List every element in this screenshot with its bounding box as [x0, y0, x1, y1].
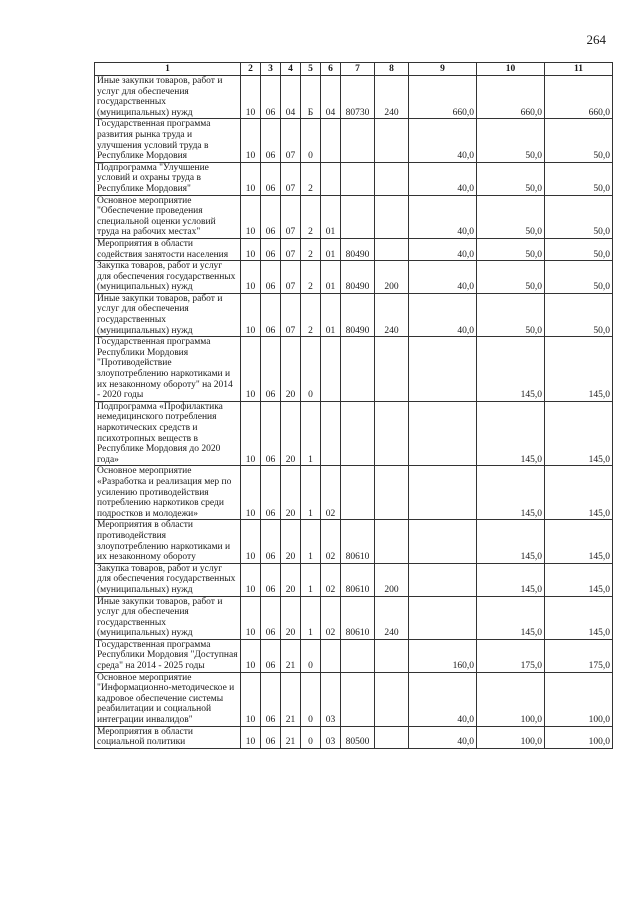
- header-cell: 1: [95, 63, 241, 76]
- cell-subprogram: 1: [301, 596, 321, 639]
- cell-amount-1: [409, 401, 477, 466]
- cell-amount-1: 160,0: [409, 639, 477, 672]
- cell-direction: [341, 195, 375, 238]
- table-row: [95, 261, 613, 294]
- cell-pr: 06: [261, 596, 281, 639]
- header-cell: 10: [477, 63, 545, 76]
- table-row: [95, 639, 613, 672]
- cell-expense-type: [375, 238, 409, 260]
- cell-pr: 06: [261, 401, 281, 466]
- cell-rz: 10: [241, 238, 261, 260]
- cell-amount-1: 40,0: [409, 162, 477, 195]
- cell-rz: 10: [241, 261, 261, 294]
- header-cell: 9: [409, 63, 477, 76]
- cell-direction: 80490: [341, 261, 375, 294]
- cell-amount-3: 145,0: [545, 596, 613, 639]
- row-name-cell: Закупка товаров, работ и услуг для обеспечения государственных (муниципальных) нужд: [95, 261, 241, 294]
- cell-expense-type: 240: [375, 596, 409, 639]
- cell-direction: [341, 466, 375, 520]
- cell-amount-1: 40,0: [409, 672, 477, 726]
- cell-measure: [321, 162, 341, 195]
- row-name-cell: Закупка товаров, работ и услуг для обеспечения государственных (муниципальных) нужд: [95, 563, 241, 596]
- table-row: [95, 563, 613, 596]
- row-name-cell: Государственная программа Республики Мордовия "Доступная среда" на 2014 - 2025 годы: [95, 639, 241, 672]
- table-row: [95, 238, 613, 260]
- cell-amount-1: 40,0: [409, 261, 477, 294]
- cell-subprogram: 0: [301, 337, 321, 402]
- table-body: [95, 76, 613, 749]
- cell-expense-type: [375, 195, 409, 238]
- cell-measure: [321, 119, 341, 162]
- cell-rz: 10: [241, 401, 261, 466]
- cell-program: 20: [281, 563, 301, 596]
- cell-subprogram: Б: [301, 76, 321, 119]
- cell-expense-type: 240: [375, 76, 409, 119]
- cell-pr: 06: [261, 563, 281, 596]
- table-row: [95, 672, 613, 726]
- cell-program: 20: [281, 596, 301, 639]
- cell-amount-3: 50,0: [545, 293, 613, 336]
- cell-amount-2: 50,0: [477, 195, 545, 238]
- header-cell: 2: [241, 63, 261, 76]
- cell-direction: [341, 162, 375, 195]
- cell-pr: 06: [261, 337, 281, 402]
- cell-pr: 06: [261, 76, 281, 119]
- cell-amount-2: 145,0: [477, 563, 545, 596]
- row-name-cell: Иные закупки товаров, работ и услуг для обеспечения государственных (муниципальных) нужд: [95, 293, 241, 336]
- cell-pr: 06: [261, 466, 281, 520]
- cell-amount-1: [409, 466, 477, 520]
- cell-amount-2: 145,0: [477, 596, 545, 639]
- cell-subprogram: 1: [301, 401, 321, 466]
- cell-expense-type: 200: [375, 261, 409, 294]
- cell-measure: [321, 337, 341, 402]
- cell-program: 07: [281, 238, 301, 260]
- cell-program: 07: [281, 119, 301, 162]
- cell-amount-2: 145,0: [477, 401, 545, 466]
- cell-pr: 06: [261, 293, 281, 336]
- cell-program: 07: [281, 293, 301, 336]
- cell-measure: 01: [321, 293, 341, 336]
- cell-amount-3: 50,0: [545, 119, 613, 162]
- cell-pr: 06: [261, 162, 281, 195]
- header-cell: 4: [281, 63, 301, 76]
- cell-rz: 10: [241, 466, 261, 520]
- cell-rz: 10: [241, 293, 261, 336]
- cell-expense-type: 200: [375, 563, 409, 596]
- cell-program: 20: [281, 337, 301, 402]
- cell-direction: 80730: [341, 76, 375, 119]
- cell-pr: 06: [261, 261, 281, 294]
- cell-expense-type: [375, 401, 409, 466]
- cell-program: 07: [281, 195, 301, 238]
- row-name-cell: Государственная программа Республики Мордовия "Противодействие злоупотреблению наркотиками и их незаконному обороту" на 2014 - 2020 годы: [95, 337, 241, 402]
- cell-program: 21: [281, 672, 301, 726]
- cell-direction: 80490: [341, 293, 375, 336]
- cell-measure: 02: [321, 466, 341, 520]
- cell-measure: 03: [321, 726, 341, 748]
- cell-direction: 80490: [341, 238, 375, 260]
- cell-amount-2: 660,0: [477, 76, 545, 119]
- cell-subprogram: 0: [301, 119, 321, 162]
- page-number: 264: [586, 32, 606, 47]
- cell-rz: 10: [241, 119, 261, 162]
- cell-amount-1: 40,0: [409, 726, 477, 748]
- cell-subprogram: 2: [301, 293, 321, 336]
- table-row: [95, 162, 613, 195]
- cell-subprogram: 0: [301, 639, 321, 672]
- cell-amount-2: 50,0: [477, 119, 545, 162]
- cell-measure: 02: [321, 596, 341, 639]
- cell-program: 21: [281, 726, 301, 748]
- cell-direction: 80610: [341, 596, 375, 639]
- cell-direction: 80610: [341, 563, 375, 596]
- header-cell: 8: [375, 63, 409, 76]
- cell-subprogram: 2: [301, 195, 321, 238]
- cell-amount-2: 175,0: [477, 639, 545, 672]
- cell-pr: 06: [261, 639, 281, 672]
- header-cell: 6: [321, 63, 341, 76]
- cell-rz: 10: [241, 726, 261, 748]
- cell-rz: 10: [241, 195, 261, 238]
- cell-direction: [341, 672, 375, 726]
- cell-amount-2: 145,0: [477, 337, 545, 402]
- cell-amount-1: 660,0: [409, 76, 477, 119]
- cell-rz: 10: [241, 563, 261, 596]
- cell-program: 20: [281, 466, 301, 520]
- cell-amount-1: 40,0: [409, 293, 477, 336]
- cell-expense-type: [375, 726, 409, 748]
- cell-pr: 06: [261, 520, 281, 563]
- cell-amount-2: 50,0: [477, 238, 545, 260]
- cell-expense-type: 240: [375, 293, 409, 336]
- cell-amount-3: 175,0: [545, 639, 613, 672]
- cell-rz: 10: [241, 520, 261, 563]
- row-name-cell: Государственная программа развития рынка труда и улучшения условий труда в Республике Мордовия: [95, 119, 241, 162]
- cell-amount-1: 40,0: [409, 195, 477, 238]
- cell-expense-type: [375, 337, 409, 402]
- cell-measure: 01: [321, 195, 341, 238]
- cell-subprogram: 2: [301, 261, 321, 294]
- header-cell: 11: [545, 63, 613, 76]
- row-name-cell: Мероприятия в области противодействия злоупотреблению наркотиками и их незаконному обороту: [95, 520, 241, 563]
- cell-subprogram: 2: [301, 162, 321, 195]
- cell-direction: [341, 401, 375, 466]
- table-row: [95, 337, 613, 402]
- cell-direction: 80500: [341, 726, 375, 748]
- table-row: [95, 726, 613, 748]
- cell-program: 20: [281, 401, 301, 466]
- row-name-cell: Основное мероприятие "Обеспечение проведения специальной оценки условий труда на рабочих местах": [95, 195, 241, 238]
- cell-amount-3: 100,0: [545, 726, 613, 748]
- cell-amount-1: [409, 520, 477, 563]
- table-row: [95, 293, 613, 336]
- row-name-cell: Основное мероприятие «Разработка и реализация мер по усилению противодействия потреблению наркотиков среди подростков и молодежи»: [95, 466, 241, 520]
- cell-amount-3: 50,0: [545, 195, 613, 238]
- cell-expense-type: [375, 119, 409, 162]
- row-name-cell: Мероприятия в области содействия занятости населения: [95, 238, 241, 260]
- cell-program: 07: [281, 261, 301, 294]
- header-cell: 7: [341, 63, 375, 76]
- cell-expense-type: [375, 639, 409, 672]
- cell-direction: [341, 337, 375, 402]
- cell-subprogram: 0: [301, 672, 321, 726]
- cell-rz: 10: [241, 596, 261, 639]
- cell-rz: 10: [241, 639, 261, 672]
- cell-amount-2: 50,0: [477, 261, 545, 294]
- cell-amount-2: 145,0: [477, 466, 545, 520]
- cell-expense-type: [375, 466, 409, 520]
- cell-measure: 02: [321, 520, 341, 563]
- cell-amount-3: 50,0: [545, 261, 613, 294]
- cell-program: 07: [281, 162, 301, 195]
- cell-amount-2: 100,0: [477, 672, 545, 726]
- cell-amount-1: 40,0: [409, 119, 477, 162]
- row-name-cell: Основное мероприятие "Информационно-методическое и кадровое обеспечение системы реабилитации и социальной интеграции инвалидов": [95, 672, 241, 726]
- table-row: [95, 520, 613, 563]
- cell-measure: 01: [321, 238, 341, 260]
- cell-direction: [341, 639, 375, 672]
- cell-subprogram: 1: [301, 520, 321, 563]
- budget-table: [94, 62, 613, 749]
- cell-amount-3: 145,0: [545, 520, 613, 563]
- cell-direction: 80610: [341, 520, 375, 563]
- cell-rz: 10: [241, 337, 261, 402]
- cell-amount-3: 145,0: [545, 401, 613, 466]
- cell-subprogram: 1: [301, 466, 321, 520]
- cell-expense-type: [375, 672, 409, 726]
- cell-amount-3: 50,0: [545, 162, 613, 195]
- cell-amount-1: [409, 596, 477, 639]
- cell-amount-1: [409, 337, 477, 402]
- cell-direction: [341, 119, 375, 162]
- cell-subprogram: 0: [301, 726, 321, 748]
- cell-program: 20: [281, 520, 301, 563]
- row-name-cell: Подпрограмма "Улучшение условий и охраны труда в Республике Мордовия": [95, 162, 241, 195]
- cell-rz: 10: [241, 162, 261, 195]
- cell-amount-3: 100,0: [545, 672, 613, 726]
- cell-amount-2: 50,0: [477, 293, 545, 336]
- row-name-cell: Мероприятия в области социальной политики: [95, 726, 241, 748]
- cell-measure: 03: [321, 672, 341, 726]
- cell-amount-2: 145,0: [477, 520, 545, 563]
- table-row: [95, 195, 613, 238]
- cell-measure: 04: [321, 76, 341, 119]
- header-cell: 5: [301, 63, 321, 76]
- cell-amount-3: 145,0: [545, 563, 613, 596]
- cell-measure: [321, 639, 341, 672]
- cell-amount-3: 145,0: [545, 466, 613, 520]
- table-row: [95, 596, 613, 639]
- cell-amount-1: [409, 563, 477, 596]
- cell-measure: 01: [321, 261, 341, 294]
- cell-amount-3: 660,0: [545, 76, 613, 119]
- cell-pr: 06: [261, 119, 281, 162]
- cell-program: 04: [281, 76, 301, 119]
- cell-measure: 02: [321, 563, 341, 596]
- cell-pr: 06: [261, 195, 281, 238]
- table-row: [95, 466, 613, 520]
- cell-expense-type: [375, 520, 409, 563]
- cell-subprogram: 1: [301, 563, 321, 596]
- cell-amount-1: 40,0: [409, 238, 477, 260]
- row-name-cell: Подпрограмма «Профилактика немедицинского потребления наркотических средств и психотропных веществ в Республике Мордовия до 2020 года»: [95, 401, 241, 466]
- cell-pr: 06: [261, 238, 281, 260]
- cell-expense-type: [375, 162, 409, 195]
- header-row: [95, 63, 613, 76]
- table-row: [95, 401, 613, 466]
- cell-pr: 06: [261, 672, 281, 726]
- table-row: [95, 76, 613, 119]
- header-cell: 3: [261, 63, 281, 76]
- cell-measure: [321, 401, 341, 466]
- row-name-cell: Иные закупки товаров, работ и услуг для обеспечения государственных (муниципальных) нужд: [95, 76, 241, 119]
- cell-rz: 10: [241, 672, 261, 726]
- cell-rz: 10: [241, 76, 261, 119]
- cell-amount-2: 50,0: [477, 162, 545, 195]
- cell-amount-3: 145,0: [545, 337, 613, 402]
- cell-program: 21: [281, 639, 301, 672]
- cell-subprogram: 2: [301, 238, 321, 260]
- cell-pr: 06: [261, 726, 281, 748]
- cell-amount-2: 100,0: [477, 726, 545, 748]
- row-name-cell: Иные закупки товаров, работ и услуг для обеспечения государственных (муниципальных) нужд: [95, 596, 241, 639]
- cell-amount-3: 50,0: [545, 238, 613, 260]
- table-row: [95, 119, 613, 162]
